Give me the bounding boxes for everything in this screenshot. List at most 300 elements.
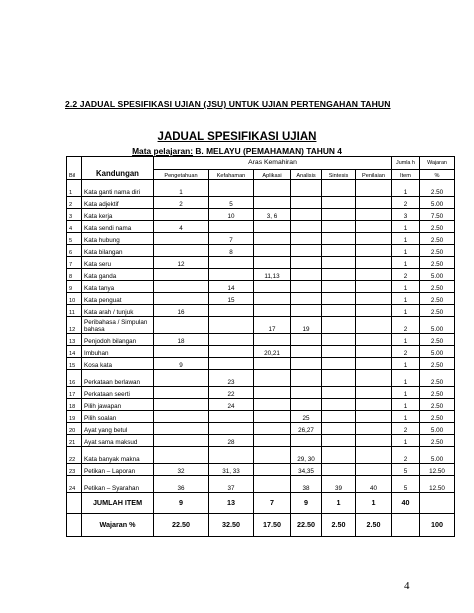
summary-level-cell: 22.50 — [154, 514, 209, 537]
row-level-cell: 36 — [154, 476, 209, 493]
summary-blank — [67, 514, 82, 537]
row-jumlah: 2 — [392, 317, 420, 334]
summary-level-cell: 9 — [291, 493, 322, 514]
row-level-cell: 24 — [209, 399, 254, 411]
row-level-cell — [322, 435, 356, 447]
row-level-cell — [322, 180, 356, 197]
row-wajaran: 2.50 — [420, 233, 455, 245]
header-aras-kemahiran: Aras Kemahiran — [154, 157, 392, 170]
row-level-cell — [291, 346, 322, 358]
row-level-cell — [291, 334, 322, 346]
summary-jumlah: 40 — [392, 493, 420, 514]
row-level-cell: 19 — [291, 317, 322, 334]
row-level-cell — [356, 346, 392, 358]
row-level-cell — [154, 370, 209, 387]
row-level-cell — [291, 435, 322, 447]
summary-wajaran: 100 — [420, 514, 455, 537]
row-number: 17 — [67, 387, 82, 399]
row-level-cell — [291, 233, 322, 245]
row-level-cell: 39 — [322, 476, 356, 493]
row-level-cell — [209, 423, 254, 435]
row-kandungan: Kata hubung — [82, 233, 154, 245]
row-kandungan: Petikan – Syarahan — [82, 476, 154, 493]
row-level-cell — [254, 334, 291, 346]
row-level-cell — [322, 399, 356, 411]
row-level-cell: 29, 30 — [291, 447, 322, 464]
row-level-cell — [356, 317, 392, 334]
row-jumlah: 5 — [392, 464, 420, 476]
row-level-cell: 31, 33 — [209, 464, 254, 476]
row-level-cell — [356, 281, 392, 293]
row-number: 9 — [67, 281, 82, 293]
row-kandungan: Kosa kata — [82, 358, 154, 370]
row-jumlah: 2 — [392, 423, 420, 435]
row-jumlah: 1 — [392, 281, 420, 293]
row-level-cell — [209, 305, 254, 317]
row-wajaran: 5.00 — [420, 423, 455, 435]
row-jumlah: 1 — [392, 358, 420, 370]
subject-prefix: Mata pelajaran: — [132, 146, 194, 156]
row-wajaran: 2.50 — [420, 370, 455, 387]
row-level-cell: 32 — [154, 464, 209, 476]
row-number: 24 — [67, 476, 82, 493]
row-kandungan: Kata adjektif — [82, 197, 154, 209]
row-level-cell — [254, 180, 291, 197]
row-level-cell — [322, 387, 356, 399]
row-level-cell — [356, 423, 392, 435]
row-level-cell — [291, 358, 322, 370]
summary-level-cell: 1 — [322, 493, 356, 514]
row-level-cell: 17 — [254, 317, 291, 334]
summary-level-cell: 2.50 — [322, 514, 356, 537]
table-row — [67, 370, 455, 387]
header-penilaian: Penilaian — [356, 170, 392, 180]
row-number: 10 — [67, 293, 82, 305]
row-level-cell — [154, 293, 209, 305]
row-level-cell: 18 — [154, 334, 209, 346]
row-level-cell: 25 — [291, 411, 322, 423]
row-level-cell — [356, 209, 392, 221]
row-kandungan: Perkataan berlawan — [82, 370, 154, 387]
row-kandungan: Kata sendi nama — [82, 221, 154, 233]
row-level-cell — [254, 423, 291, 435]
row-level-cell: 22 — [209, 387, 254, 399]
row-level-cell — [322, 464, 356, 476]
row-level-cell — [291, 180, 322, 197]
row-level-cell — [254, 358, 291, 370]
row-jumlah: 1 — [392, 370, 420, 387]
row-kandungan: Ayat yang betul — [82, 423, 154, 435]
row-level-cell — [154, 423, 209, 435]
row-number: 23 — [67, 464, 82, 476]
row-level-cell — [254, 305, 291, 317]
row-wajaran: 2.50 — [420, 435, 455, 447]
row-level-cell: 7 — [209, 233, 254, 245]
row-level-cell: 11,13 — [254, 269, 291, 281]
row-wajaran: 2.50 — [420, 305, 455, 317]
row-kandungan: Kata tanya — [82, 281, 154, 293]
row-number: 6 — [67, 245, 82, 257]
row-number: 14 — [67, 346, 82, 358]
row-wajaran: 2.50 — [420, 387, 455, 399]
table-row — [67, 221, 455, 233]
table-row — [67, 411, 455, 423]
row-kandungan: Kata kerja — [82, 209, 154, 221]
row-level-cell — [254, 233, 291, 245]
row-level-cell: 15 — [209, 293, 254, 305]
row-level-cell — [356, 334, 392, 346]
row-level-cell — [291, 245, 322, 257]
specification-table — [66, 156, 455, 537]
row-level-cell — [356, 305, 392, 317]
table-row — [67, 387, 455, 399]
row-wajaran: 2.50 — [420, 399, 455, 411]
row-level-cell — [254, 476, 291, 493]
row-level-cell — [254, 447, 291, 464]
row-level-cell — [356, 435, 392, 447]
summary-level-cell: 9 — [154, 493, 209, 514]
row-level-cell — [154, 245, 209, 257]
wajaran-row — [67, 514, 455, 537]
row-jumlah: 5 — [392, 476, 420, 493]
row-level-cell — [154, 387, 209, 399]
row-level-cell: 8 — [209, 245, 254, 257]
row-jumlah: 1 — [392, 180, 420, 197]
row-level-cell — [291, 281, 322, 293]
row-level-cell — [209, 257, 254, 269]
row-number: 7 — [67, 257, 82, 269]
row-level-cell — [356, 370, 392, 387]
row-jumlah: 1 — [392, 257, 420, 269]
row-level-cell: 2 — [154, 197, 209, 209]
row-kandungan: Kata banyak makna — [82, 447, 154, 464]
row-jumlah: 1 — [392, 305, 420, 317]
table-row — [67, 334, 455, 346]
row-wajaran: 2.50 — [420, 281, 455, 293]
header-jumlah-bottom: Item — [392, 170, 420, 180]
row-level-cell — [254, 464, 291, 476]
row-number: 15 — [67, 358, 82, 370]
row-level-cell — [291, 257, 322, 269]
row-level-cell: 9 — [154, 358, 209, 370]
row-level-cell: 10 — [209, 209, 254, 221]
header-wajaran-top: Wajaran — [420, 157, 455, 170]
row-level-cell — [209, 317, 254, 334]
row-number: 1 — [67, 180, 82, 197]
row-level-cell — [254, 257, 291, 269]
row-level-cell: 28 — [209, 435, 254, 447]
row-level-cell — [356, 197, 392, 209]
header-kandungan: Kandungan — [82, 157, 154, 180]
row-level-cell — [356, 447, 392, 464]
row-level-cell: 34,35 — [291, 464, 322, 476]
section-heading: 2.2 JADUAL SPESIFIKASI UJIAN (JSU) UNTUK UJIAN PERTENGAHAN TAHUN — [65, 99, 391, 109]
row-level-cell — [209, 358, 254, 370]
header-wajaran-bottom: % — [420, 170, 455, 180]
row-number: 13 — [67, 334, 82, 346]
row-level-cell — [356, 293, 392, 305]
row-wajaran: 2.50 — [420, 257, 455, 269]
table-row — [67, 447, 455, 464]
row-level-cell: 14 — [209, 281, 254, 293]
row-jumlah: 1 — [392, 221, 420, 233]
row-number: 2 — [67, 197, 82, 209]
summary-jumlah — [392, 514, 420, 537]
row-level-cell — [291, 399, 322, 411]
row-level-cell — [291, 370, 322, 387]
row-level-cell — [322, 269, 356, 281]
row-jumlah: 1 — [392, 399, 420, 411]
row-number: 4 — [67, 221, 82, 233]
row-level-cell — [322, 423, 356, 435]
row-level-cell — [322, 358, 356, 370]
row-number: 5 — [67, 233, 82, 245]
row-level-cell — [291, 221, 322, 233]
row-level-cell — [322, 317, 356, 334]
row-level-cell: 16 — [154, 305, 209, 317]
row-level-cell — [356, 233, 392, 245]
row-level-cell — [356, 399, 392, 411]
row-level-cell — [254, 399, 291, 411]
row-number: 22 — [67, 447, 82, 464]
jumlah-item-row — [67, 493, 455, 514]
row-level-cell — [209, 411, 254, 423]
row-level-cell: 38 — [291, 476, 322, 493]
row-wajaran: 2.50 — [420, 245, 455, 257]
table-row — [67, 293, 455, 305]
row-kandungan: Penjodoh bilangan — [82, 334, 154, 346]
row-level-cell — [154, 411, 209, 423]
row-level-cell — [154, 281, 209, 293]
row-jumlah: 2 — [392, 447, 420, 464]
header-kefahaman: Kefahaman — [209, 170, 254, 180]
row-level-cell — [254, 281, 291, 293]
summary-level-cell: 7 — [254, 493, 291, 514]
table-row — [67, 346, 455, 358]
table-row — [67, 476, 455, 493]
row-kandungan: Ayat sama maksud — [82, 435, 154, 447]
row-level-cell — [356, 411, 392, 423]
row-jumlah: 1 — [392, 435, 420, 447]
row-kandungan: Kata penguat — [82, 293, 154, 305]
table-row — [67, 269, 455, 281]
row-number: 3 — [67, 209, 82, 221]
row-level-cell — [322, 281, 356, 293]
row-wajaran: 7.50 — [420, 209, 455, 221]
row-number: 19 — [67, 411, 82, 423]
table-row — [67, 233, 455, 245]
row-level-cell — [322, 197, 356, 209]
row-number: 18 — [67, 399, 82, 411]
row-level-cell — [356, 221, 392, 233]
row-number: 8 — [67, 269, 82, 281]
row-level-cell — [291, 209, 322, 221]
row-level-cell — [322, 293, 356, 305]
row-level-cell — [154, 399, 209, 411]
row-kandungan: Kata bilangan — [82, 245, 154, 257]
table-title: JADUAL SPESIFIKASI UJIAN — [157, 131, 317, 143]
row-kandungan: Pilih jawapan — [82, 399, 154, 411]
table-row — [67, 435, 455, 447]
row-level-cell — [154, 269, 209, 281]
row-level-cell — [154, 317, 209, 334]
row-jumlah: 2 — [392, 197, 420, 209]
row-level-cell — [322, 221, 356, 233]
table-row — [67, 358, 455, 370]
row-level-cell: 1 — [154, 180, 209, 197]
summary-level-cell: 17.50 — [254, 514, 291, 537]
row-level-cell: 3, 6 — [254, 209, 291, 221]
table-row — [67, 281, 455, 293]
summary-level-cell: 13 — [209, 493, 254, 514]
row-wajaran: 2.50 — [420, 221, 455, 233]
row-level-cell: 20,21 — [254, 346, 291, 358]
table-row — [67, 209, 455, 221]
row-level-cell — [322, 305, 356, 317]
row-level-cell: 5 — [209, 197, 254, 209]
row-level-cell: 4 — [154, 221, 209, 233]
row-wajaran: 2.50 — [420, 358, 455, 370]
subject-value: B. MELAYU (PEMAHAMAN) TAHUN 4 — [195, 146, 342, 156]
row-level-cell — [254, 435, 291, 447]
row-level-cell: 23 — [209, 370, 254, 387]
row-kandungan: Perkataan seerti — [82, 387, 154, 399]
row-level-cell — [356, 464, 392, 476]
row-level-cell — [291, 197, 322, 209]
row-level-cell: 37 — [209, 476, 254, 493]
row-level-cell — [356, 358, 392, 370]
row-level-cell — [322, 334, 356, 346]
row-level-cell — [291, 269, 322, 281]
row-kandungan: Pilih soalan — [82, 411, 154, 423]
row-wajaran: 12.50 — [420, 464, 455, 476]
row-wajaran: 2.50 — [420, 411, 455, 423]
summary-wajaran — [420, 493, 455, 514]
summary-blank — [67, 493, 82, 514]
table-row — [67, 317, 455, 334]
row-level-cell — [254, 370, 291, 387]
summary-level-cell: 32.50 — [209, 514, 254, 537]
row-level-cell — [322, 447, 356, 464]
row-level-cell — [154, 209, 209, 221]
summary-label: JUMLAH ITEM — [82, 493, 154, 514]
row-level-cell — [254, 245, 291, 257]
row-level-cell — [254, 221, 291, 233]
header-aplikasi: Aplikasi — [254, 170, 291, 180]
table-row — [67, 464, 455, 476]
row-jumlah: 2 — [392, 346, 420, 358]
header-analisis: Analisis — [291, 170, 322, 180]
row-level-cell — [209, 447, 254, 464]
summary-level-cell: 1 — [356, 493, 392, 514]
row-level-cell — [254, 387, 291, 399]
row-level-cell — [209, 269, 254, 281]
row-level-cell — [356, 387, 392, 399]
table-row — [67, 245, 455, 257]
row-kandungan: Kata ganti nama diri — [82, 180, 154, 197]
table-row — [67, 305, 455, 317]
row-level-cell: 26,27 — [291, 423, 322, 435]
row-wajaran: 5.00 — [420, 447, 455, 464]
row-level-cell — [322, 370, 356, 387]
row-kandungan: Kata arah / tunjuk — [82, 305, 154, 317]
row-jumlah: 1 — [392, 233, 420, 245]
page-number: 4 — [404, 580, 410, 592]
row-level-cell: 12 — [154, 257, 209, 269]
row-kandungan: Peribahasa / Simpulan bahasa — [82, 317, 154, 334]
row-level-cell — [291, 305, 322, 317]
row-level-cell — [209, 221, 254, 233]
row-level-cell — [154, 233, 209, 245]
row-jumlah: 3 — [392, 209, 420, 221]
row-level-cell — [254, 293, 291, 305]
row-level-cell — [356, 180, 392, 197]
row-level-cell — [322, 257, 356, 269]
row-jumlah: 1 — [392, 387, 420, 399]
row-level-cell — [154, 447, 209, 464]
summary-label: Wajaran % — [82, 514, 154, 537]
row-level-cell — [322, 346, 356, 358]
table-row — [67, 180, 455, 197]
header-jumlah-top: Jumla h — [392, 157, 420, 170]
row-number: 12 — [67, 317, 82, 334]
summary-level-cell: 2.50 — [356, 514, 392, 537]
row-number: 21 — [67, 435, 82, 447]
header-sintesis: Sintesis — [322, 170, 356, 180]
subject-line — [0, 146, 474, 156]
row-jumlah: 2 — [392, 269, 420, 281]
row-wajaran: 5.00 — [420, 269, 455, 281]
table-row — [67, 423, 455, 435]
row-wajaran: 2.50 — [420, 334, 455, 346]
row-number: 20 — [67, 423, 82, 435]
row-level-cell — [154, 346, 209, 358]
row-jumlah: 1 — [392, 245, 420, 257]
row-wajaran: 5.00 — [420, 317, 455, 334]
table-row — [67, 257, 455, 269]
row-level-cell — [356, 257, 392, 269]
row-level-cell — [154, 435, 209, 447]
summary-level-cell: 22.50 — [291, 514, 322, 537]
row-level-cell: 40 — [356, 476, 392, 493]
row-level-cell — [254, 411, 291, 423]
row-level-cell — [322, 245, 356, 257]
row-level-cell — [291, 387, 322, 399]
row-level-cell — [356, 269, 392, 281]
row-kandungan: Petikan – Laporan — [82, 464, 154, 476]
row-level-cell — [356, 245, 392, 257]
row-number: 16 — [67, 370, 82, 387]
table-row — [67, 399, 455, 411]
row-wajaran: 5.00 — [420, 197, 455, 209]
table-row — [67, 197, 455, 209]
row-wajaran: 5.00 — [420, 346, 455, 358]
row-kandungan: Kata ganda — [82, 269, 154, 281]
row-level-cell — [322, 209, 356, 221]
row-jumlah: 1 — [392, 293, 420, 305]
header-pengetahuan: Pengetahuan — [154, 170, 209, 180]
row-level-cell — [254, 197, 291, 209]
row-level-cell — [322, 411, 356, 423]
row-wajaran: 2.50 — [420, 293, 455, 305]
row-wajaran: 12.50 — [420, 476, 455, 493]
row-level-cell — [209, 346, 254, 358]
row-level-cell — [209, 334, 254, 346]
row-jumlah: 1 — [392, 411, 420, 423]
row-kandungan: Kata seru — [82, 257, 154, 269]
row-kandungan: Imbuhan — [82, 346, 154, 358]
row-wajaran: 2.50 — [420, 180, 455, 197]
